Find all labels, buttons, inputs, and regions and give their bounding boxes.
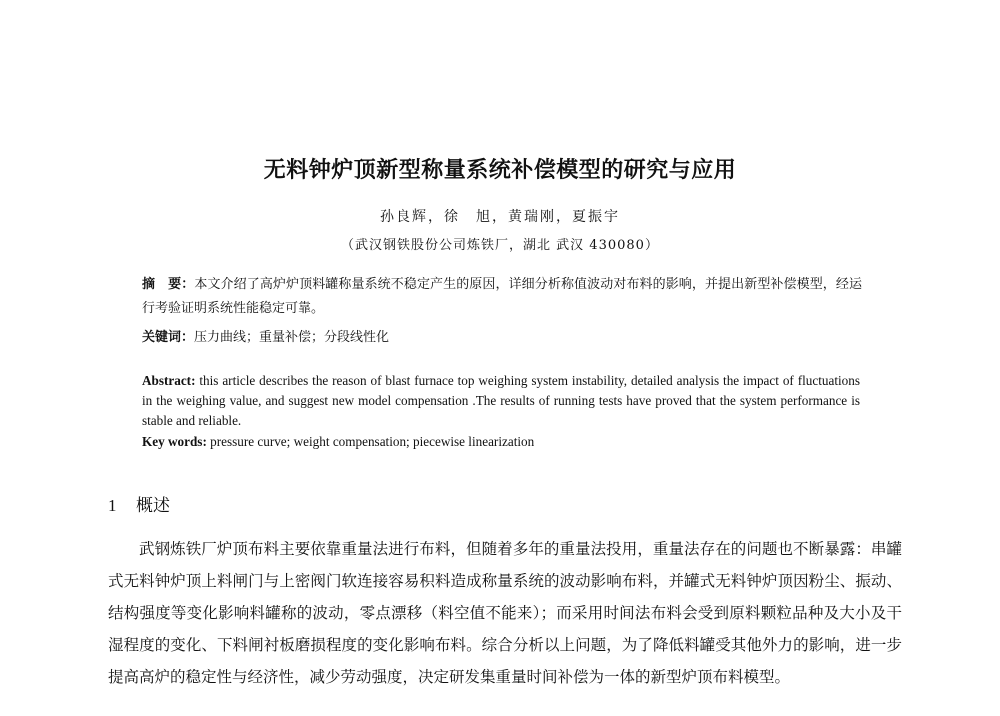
english-keywords-label: Key words: [142, 434, 207, 449]
english-abstract-label: Abstract: [142, 373, 196, 388]
chinese-keywords-text: 压力曲线；重量补偿；分段线性化 [194, 330, 390, 345]
english-keywords-text: pressure curve; weight compensation; piecewise linearization [206, 434, 535, 449]
section-paragraph: 武钢炼铁厂炉顶布料主要依靠重量法进行布料，但随着多年的重量法投用，重量法存在的问题也不断暴露：串罐式无料钟炉顶上料闸门与上密阀门软连接容易积料造成称量系统的波动影响布料，并罐式无料钟炉顶因粉尘、振动、结构强度等变化影响料罐称的波动，零点漂移（料空值不能来）；而采用时间法布料会受到原料颗粒品种及大小及干湿程度的变化、下料闸衬板磨损程度的变化影响布料。综合分析以上问题，为了降低料罐受其他外力的影响，进一步提高高炉的稳定性与经济性，减少劳动强度，决定研发集重量时间补偿为一体的新型炉顶布料模型。 [108, 540, 902, 686]
paper-title: 无料钟炉顶新型称量系统补偿模型的研究与应用 [263, 158, 737, 183]
chinese-abstract [142, 273, 862, 321]
chinese-keywords [142, 328, 862, 348]
english-keywords [142, 432, 860, 452]
section-number: 1 [108, 496, 117, 515]
english-abstract [142, 371, 860, 431]
chinese-abstract-label: 摘 要： [142, 277, 195, 292]
chinese-abstract-text: 本文介绍了高炉炉顶料罐称量系统不稳定产生的原因，详细分析称值波动对布料的影响，并提出新型补偿模型，经运行考验证明系统性能稳定可靠。 [142, 277, 862, 316]
author-affiliation: （武汉钢铁股份公司炼铁厂，湖北 武汉 430080） [341, 238, 659, 253]
section-heading [108, 491, 170, 516]
author-list: 孙良辉，徐 旭，黄瑞刚，夏振宇 [380, 209, 620, 225]
section-title: 概述 [136, 496, 170, 516]
english-abstract-text: this article describes the reason of blast furnace top weighing system instability, detailed analysis the impact of fluctuations in the weighing value, and suggest new model compensation .The results of running tests have proved that the system performance is stable and reliable. [142, 373, 860, 428]
chinese-keywords-label: 关键词： [142, 330, 195, 345]
